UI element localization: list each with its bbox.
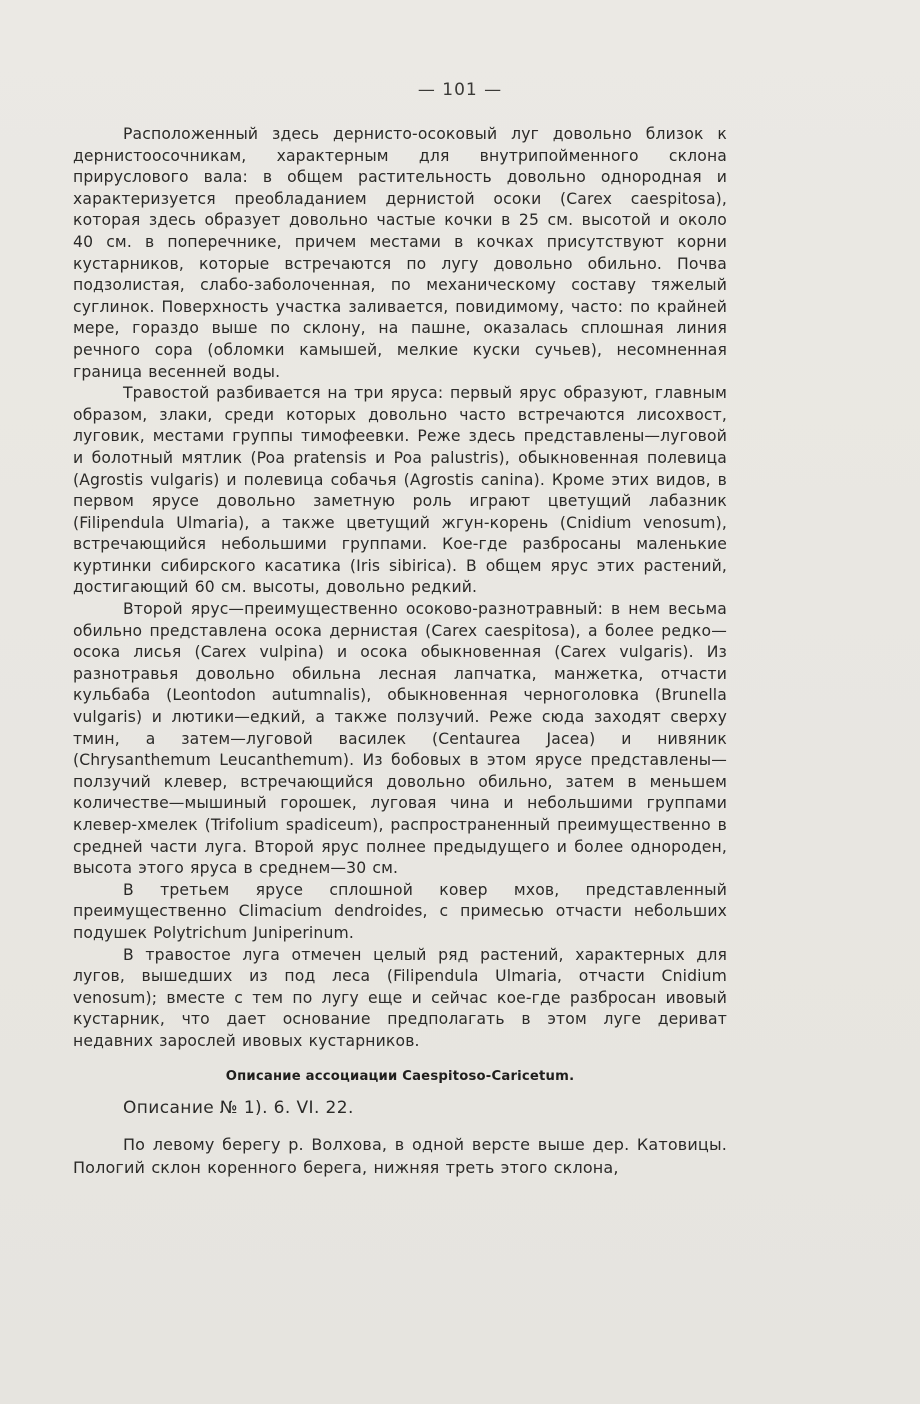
paragraph-location: По левому берегу р. Волхова, в одной версте выше дер. Катовицы. Пологий склон коренного берега, нижняя треть этого склона, [73,1134,727,1177]
page-content [73,124,727,1179]
section-heading: Описание ассоциации Caespitoso-Caricetum. [225,1068,575,1084]
paragraph-meadow-description: Расположенный здесь дернисто-осоковый луг довольно близок к дернистоосочникам, характерным для внутрипойменного склона прируслового вала: в общем растительность довольно однородная и характеризуется преобладанием дернистой осоки (Carex caespitosa), которая здесь образует довольно частые кочки в 25 см. высотой и около 40 см. в поперечнике, причем местами в кочках присутствуют корни кустарников, которые встречаются по лугу довольно обильно. Почва подзолистая, слабо-заболоченная, по механическому составу тяжелый суглинок. Поверхность участка заливается, повидимому, часто: по крайней мере, гораздо выше по склону, на пашне, оказалась сплошная линия речного сора (обломки камышей, мелкие куски сучьев), несомненная граница весенней воды. [73,125,727,381]
description-line: Описание № 1). 6. VI. 22. [123,1097,354,1118]
paragraph-third-tier: В третьем ярусе сплошной ковер мхов, представленный преимущественно Climacium dendroides, с примесью отчасти небольших подушек Polytrichum Juniperinum. [73,880,727,942]
paragraph-meadow-origin: В травостое луга отмечен целый ряд растений, характерных для лугов, вышедших из под леса (Filipendula Ulmaria, отчасти Cnidium venosum); вместе с тем по лугу еще и сейчас кое-где разбросан ивовый кустарник, что дает основание предполагать в этом луге дериват недавних зарослей ивовых кустарников. [73,945,727,1050]
paragraph-second-tier: Второй ярус—преимущественно осоково-разнотравный: в нем весьма обильно представлена осока дернистая (Carex caespitosa), а более редко—осока лисья (Carex vulpina) и осока обыкновенная (Carex vulgaris). Из разнотравья довольно обильна лесная лапчатка, манжетка, отчасти кульбаба (Leontodon autumnalis), обыкновенная черноголовка (Brunella vulgaris) и лютики—едкий, а также ползучий. Реже сюда заходят сверху тмин, а затем—луговой василек (Centaurea Jacea) и нивяник (Chrysanthemum Leucanthemum). Из бобовых в этом ярусе представлены—ползучий клевер, встречающийся довольно обильно, затем в меньшем количестве—мышиный горошек, луговая чина и небольшими группами клевер-хмелек (Trifolium spadiceum), распространенный преимущественно в средней части луга. Второй ярус полнее предыдущего и более однороден, высота этого яруса в среднем—30 см. [73,600,727,878]
paragraph-first-tier: Травостой разбивается на три яруса: первый ярус образуют, главным образом, злаки, среди которых довольно часто встречаются лисохвост, луговик, местами группы тимофеевки. Реже здесь представлены—луговой и болотный мятлик (Poa pratensis и Poa palustris), обыкновенная полевица (Agrostis vulgaris) и полевица собачья (Agrostis canina). Кроме этих видов, в первом ярусе довольно заметную роль играют цветущий лабазник (Filipendula Ulmaria), а также цветущий жгун-корень (Cnidium venosum), встречающийся небольшими группами. Кое-где разбросаны маленькие куртинки сибирского касатика (Iris sibirica). В общем ярус этих растений, достигающий 60 см. высоты, довольно редкий. [73,384,727,597]
page-number: — 101 — [417,80,503,100]
